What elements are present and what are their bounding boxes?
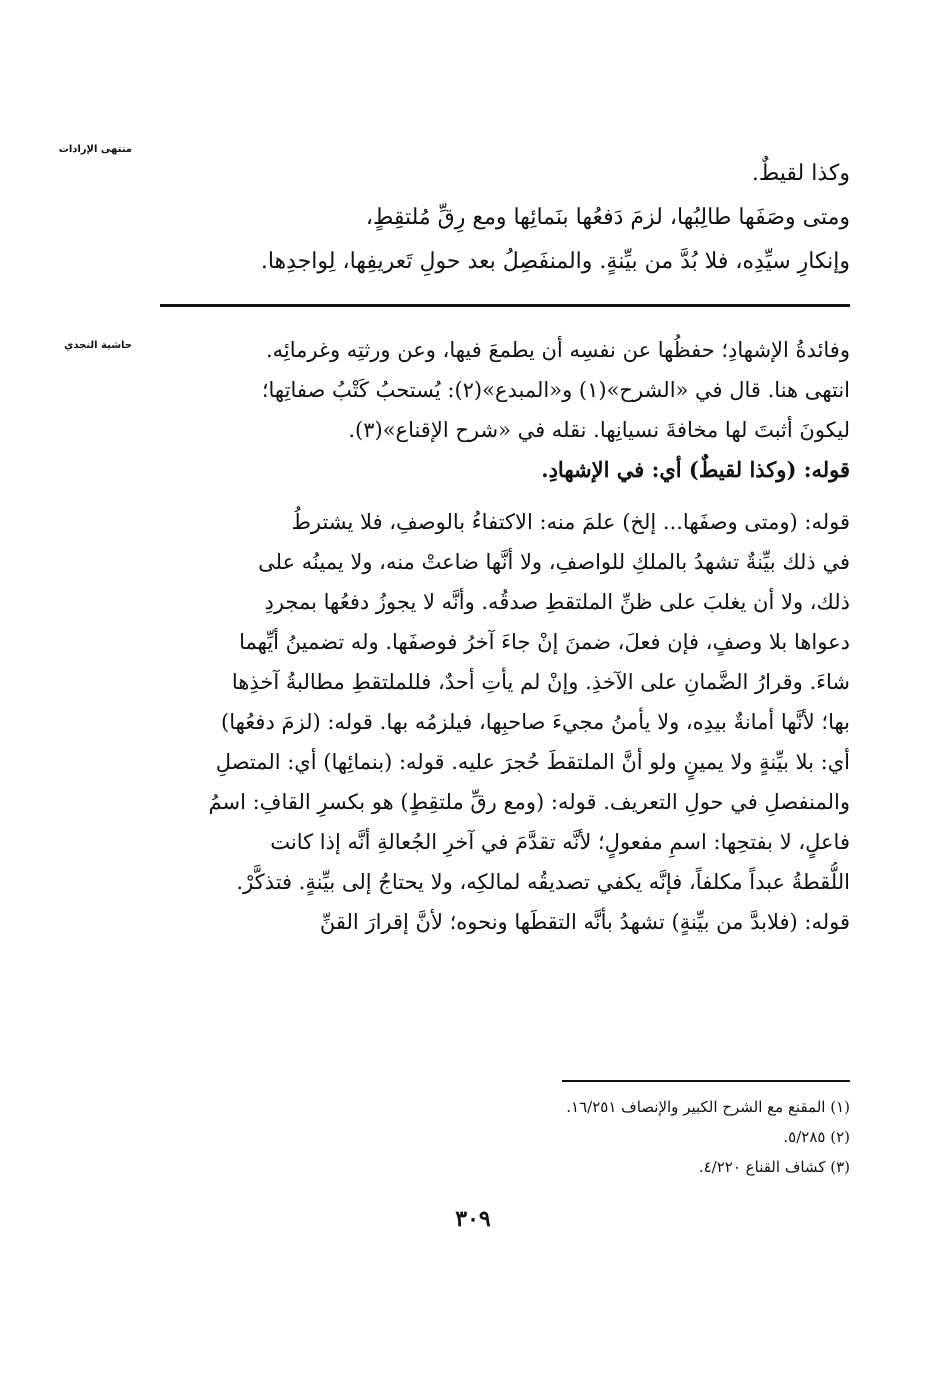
- commentary-line: في ذلك بيِّنةٌ تشهدُ بالملكِ للواصفِ، ولا أنَّها ضاعتْ منه، ولا يمينُه على: [258, 550, 850, 574]
- footnote: (١) المقنع مع الشرح الكبير والإنصاف ١٦/٢٥١.: [566, 1098, 850, 1116]
- footnote-divider: [562, 1080, 850, 1082]
- main-text-line: وإنكارِ سيِّدِه، فلا بُدَّ من بيِّنةٍ. والمنفَصِلُ بعد حولِ تَعريفِها، لِواجدِها.: [260, 249, 850, 274]
- commentary-line: فاعلٍ، لا بفتحِها: اسمِ مفعولٍ؛ لأنَّه تقدَّمَ في آخرِ الجُعالةِ أنَّه إذا كانت: [270, 830, 850, 854]
- commentary-line: ذلك، ولا أن يغلبَ على ظنِّ الملتقطِ صدقُه. وأنَّه لا يجوزُ دفعُها بمجردِ: [264, 590, 850, 614]
- commentary-text: [160, 330, 850, 942]
- commentary-line: قوله: (وكذا لقيطٌ) أي: في الإشهادِ.: [541, 457, 850, 482]
- commentary-line: أي: بلا بيِّنةٍ ولا يمينٍ ولو أنَّ الملتقطَ حُجرَ عليه. قوله: (بنمائِها) أي: المتصلِ: [215, 750, 850, 774]
- commentary-line: اللُّقطةُ عبداً مكلفاً، فإنَّه يكفي تصديقُه لمالكِه، ولا يحتاجُ إلى بيِّنةٍ. فتذكَّرْ.: [236, 870, 850, 894]
- commentary-line: قوله: (فلابدَّ من بيِّنةٍ) تشهدُ بأنَّه التقطَها ونحوه؛ لأنَّ إقرارَ القنِّ: [319, 910, 850, 934]
- commentary-line: قوله: (ومتى وصفَها... إلخ) علمَ منه: الاكتفاءُ بالوصفِ، فلا يشترطُ: [291, 510, 850, 534]
- book-title-label: منتهى الإرادات: [58, 144, 132, 155]
- footnote: (٢) ٥/٢٨٥.: [783, 1128, 850, 1146]
- commentary-title-label: حاشية النجدي: [64, 340, 132, 351]
- commentary-line: والمنفصلِ في حولِ التعريف. قوله: (ومع رقِّ ملتقِطٍ) هو بكسرِ القافِ: اسمُ: [208, 790, 850, 814]
- commentary-line: دعواها بلا وصفٍ، فإن فعلَ، ضمنَ إنْ جاءَ آخرُ فوصفَها. وله تضمينُ أيِّهما: [239, 630, 850, 654]
- commentary-line: وفائدةُ الإشهادِ؛ حفظُها عن نفسِه أن يطمعَ فيها، وعن ورثتِه وغرمائِه.: [266, 338, 850, 362]
- main-text: [160, 152, 850, 284]
- page-number: ٣٠٩: [455, 1206, 491, 1232]
- commentary-line: ليكونَ أثبتَ لها مخافةَ نسيانِها. نقله في «شرح الإقناع»(٣).: [348, 418, 850, 442]
- footnote: (٣) كشاف القناع ٤/٢٢٠.: [698, 1158, 850, 1176]
- commentary-line: شاءَ. وقرارُ الضَّمانِ على الآخذِ. وإنْ لم يأتِ أحدٌ، فللملتقطِ مطالبةُ آخذِها: [231, 670, 850, 694]
- main-text-line: ومتى وصَفَها طالِبُها، لزمَ دَفعُها بنَمائِها ومع رِقِّ مُلتقِطٍ،: [365, 205, 850, 230]
- commentary-line: بها؛ لأنَّها أمانةٌ بيدِه، ولا يأمنُ مجيءَ صاحبِها، فيلزمُه بها. قوله: (لزمَ دفعُها): [221, 710, 850, 734]
- footnotes: [400, 1092, 850, 1182]
- commentary-line: انتهى هنا. قال في «الشرح»(١) و«المبدع»(٢): يُستحبُ كَتْبُ صفاتِها؛: [261, 378, 850, 402]
- main-text-divider: [160, 304, 850, 307]
- main-text-line: وكذا لقيطٌ.: [751, 161, 850, 186]
